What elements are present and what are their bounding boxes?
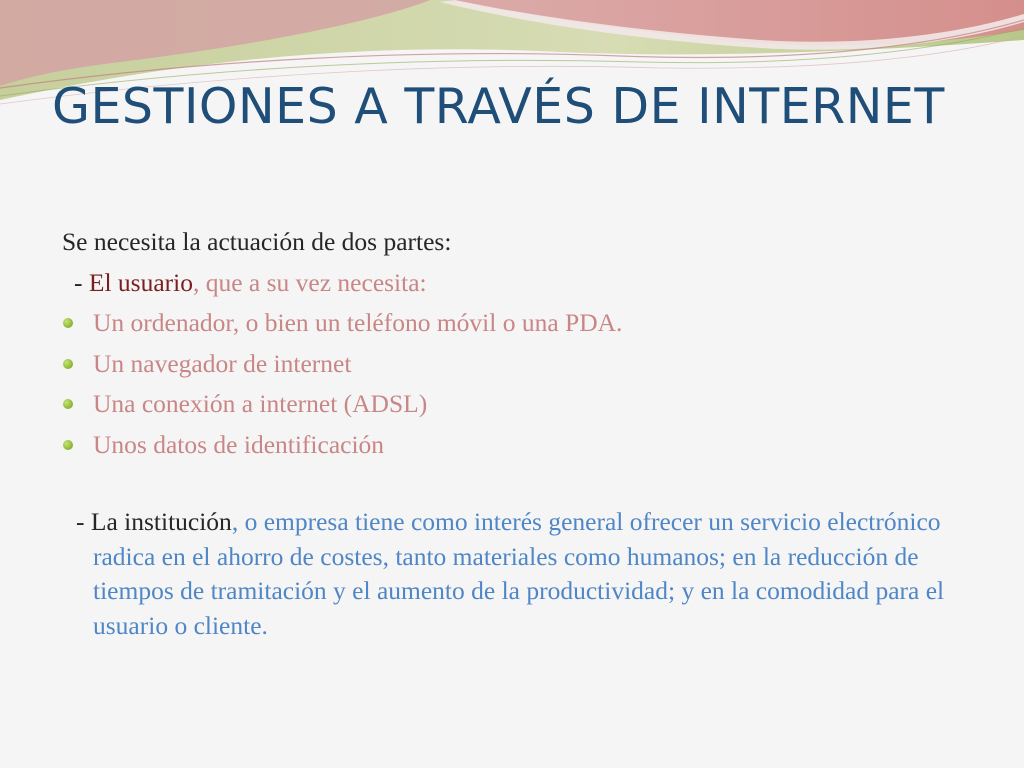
institution-paragraph bbox=[62, 505, 973, 643]
requirements-list bbox=[62, 303, 972, 465]
user-dash: - bbox=[74, 267, 89, 297]
list-item bbox=[62, 425, 972, 466]
intro-text: Se necesita la actuación de dos partes: bbox=[62, 227, 452, 256]
slide-title: GESTIONES A TRAVÉS DE INTERNET bbox=[52, 78, 945, 135]
institution-dash: - bbox=[76, 507, 91, 536]
bullet-dot-icon bbox=[63, 440, 73, 450]
list-item bbox=[62, 384, 972, 425]
list-item-text: Una conexión a internet (ADSL) bbox=[93, 389, 428, 418]
list-item-text: Un navegador de internet bbox=[93, 348, 352, 378]
bullet-dot-icon bbox=[63, 359, 73, 369]
list-item-text: Unos datos de identificación bbox=[93, 429, 385, 459]
list-item bbox=[62, 344, 972, 385]
user-line bbox=[62, 263, 972, 304]
slide-body bbox=[62, 222, 972, 643]
user-line-rest: , que a su vez necesita: bbox=[192, 267, 427, 297]
list-item bbox=[62, 303, 972, 344]
user-term: El usuario bbox=[88, 267, 193, 297]
institution-rest: , o empresa tiene como interés general ofrecer un servicio electrónico radica en el ahorro de costes, tanto materiales como humanos; en la reducción de tiempos de tramitación y el aumento de la productividad; y en la comodidad para el usuario o cliente. bbox=[93, 507, 945, 640]
bullet-dot-icon bbox=[63, 318, 73, 328]
institution-term: La institución bbox=[90, 507, 232, 536]
list-item-text: Un ordenador, o bien un teléfono móvil o una PDA. bbox=[93, 308, 623, 337]
bullet-dot-icon bbox=[63, 399, 73, 409]
